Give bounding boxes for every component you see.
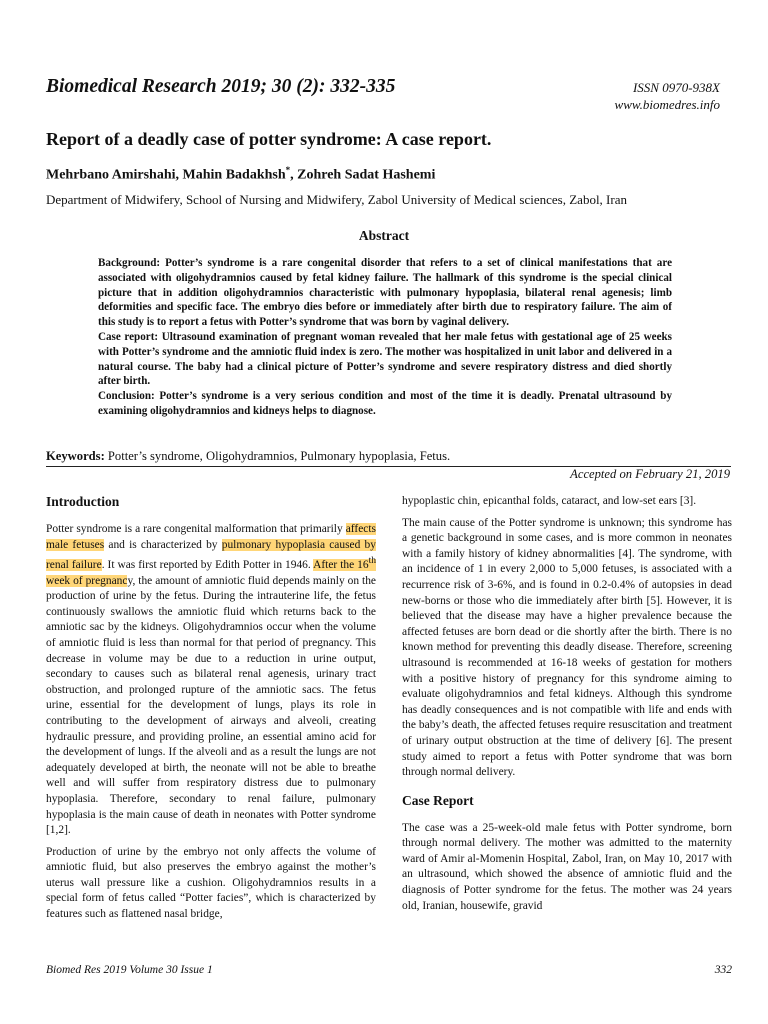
footer-citation: Biomed Res 2019 Volume 30 Issue 1 [46,964,213,976]
case-report-heading: Case Report [402,792,474,808]
highlight-after-16th-week: After the 16th week of pregnanc [46,555,377,587]
right-paragraph-1: hypoplastic chin, epicanthal folds, cataract, and low-set ears [3]. [402,495,697,507]
accepted-date: Accepted on February 21, 2019 [570,467,730,481]
abstract-conclusion: Conclusion: Potter’s syndrome is a very serious condition and most of the time it is deadly. Prenatal ultrasound by examining oligohydramnios and kidneys helps to diagnose. [98,390,672,417]
keywords-label: Keywords: [46,449,105,463]
keywords [46,449,450,464]
journal-website: www.biomedres.info [614,97,720,112]
author-names-2: , Zohreh Sadat Hashemi [290,167,436,183]
corresponding-author-mark: * [285,165,291,175]
author-list [46,165,435,184]
paper-title: Report of a deadly case of potter syndrome: A case report. [46,129,492,149]
issn: ISSN 0970-938X [632,80,720,95]
case-report-paragraph: The case was a 25-week-old male fetus with Potter syndrome, born through normal delivery. The mother was admitted to the maternity ward of Amir al-Momenin Hospital, Zabol, Iran, on May 10, 2017 with an ultrasound, which showed the absence of amniotic fluid and the diagnosis of Potter syndrome for the fetus. The mother was 24 years old, Iranian, housewife, gravid [402,821,732,912]
author-names-1: Mehrbano Amirshahi, Mahin Badakhsh [46,167,286,183]
abstract-case-report: Case report: Ultrasound examination of pregnant woman revealed that her male fetus with gestational age of 25 weeks with Potter’s syndrome and the amniotic fluid index is zero. The mother was hospitalized in unit labor and delivered in a natural course. The baby had a clinical picture of Potter’s syndrome and severe respiratory distress and died shortly after birth. [98,330,672,388]
left-column [46,494,376,929]
keywords-text: Potter’s syndrome, Oligohydramnios, Pulmonary hypoplasia, Fetus. [104,449,451,463]
introduction-paragraph-1: Potter syndrome is a rare congenital malformation that primarily affects male fetuses and is characterized by pulmonary hypoplasia caused by renal failure. It was first reported by Edith Potter in 1946. After the 16th week of pregnancy, the amount of amniotic fluid depends mainly on the production of urine by the fetus. During the intrauterine life, the fetus continuously swallows the amniotic fluid which returns back to the amniotic sac by the kidneys. Oligohydramnios occur when the volume of amniotic fluid is less than normal for that period of pregnancy. This decrease in volume may be due to a reduction in urine output, secondary to causes such as bilateral renal agenesis, urinary tract obstruction, and prolonged rupture of the amniotic sacs. The fetus urine, essential for the development of lungs, plays its role in contributing to the development of airways and alveoli, creating hydraulic pressure, and providing proline, an essential amino acid for the development of lungs. If the alveoli and as a result the lungs are not adequately developed at birth, the neonate will not be able to breathe well and will suffer from respiratory distress due to pulmonary hypoplasia. Therefore, secondary to renal failure, pulmonary hypoplasia is the main cause of death in neonates with Potter syndrome [1,2]. [46,523,377,837]
highlight-affects-male-fetuses: affects male fetuses [46,523,376,551]
right-paragraph-2: The main cause of the Potter syndrome is unknown; this syndrome has a genetic background in some cases, and is more common in neonates with a family history of kidney abnormalities [4]. The syndrome, with an incidence of 1 in every 2,000 to 5,000 fetuses, is associated with a recurrence risk of 3-6%, and is found in 0.2-0.4% of autopsies in dead new-borns or those who die immediately after birth [5]. However, it is believed that the disease may have a higher prevalence because the affected fetuses are born dead or die shortly after the birth. There is no known method for preventing this deadly disease. Therefore, screening ultrasound is recommended at 16-18 weeks of gestation for mothers with a positive history of pregnancy for this syndrome aiming to evaluate oligohydramnios and fetal kidneys. Although this syndrome has deadly consequences and is not compatible with life and ends with the baby’s death, the affected fetuses require resuscitation and treatment of urinary output obstruction at the time of delivery [6]. The present study aimed to report a fetus with Potter syndrome that was born through normal delivery. [402,516,732,779]
abstract-heading: Abstract [358,228,410,243]
introduction-heading: Introduction [46,494,120,509]
right-column [402,494,732,920]
introduction-paragraph-2: Production of urine by the embryo not only affects the volume of amniotic fluid, but also preserves the embryo against the mother’s uterus wall pressure like a cushion. Oligohydramnios results in a special form of fetus called “Potter facies”, which is characterized by features such as flattened nasal bridge, [46,845,376,921]
highlight-pulmonary-hypoplasia: pulmonary hypoplasia caused by renal failure [46,538,376,571]
abstract-background: Background: Potter’s syndrome is a rare congenital disorder that refers to a set of clinical manifestations that are associated with oligohydramnios caused by fetal kidney failure. The hallmark of this syndrome is the special clinical picture that in addition oligohydramnios characteristic with pulmonary hypoplasia, bilateral renal agenesis; limb deformities and specific face. The embryo dies before or immediately after birth due to respiratory failure. The aim of this study is to report a fetus with Potter’s syndrome that was born by vaginal delivery. [98,257,672,329]
journal-title: Biomedical Research 2019; 30 (2): 332-335 [46,76,396,97]
page-number: 332 [714,964,732,976]
affiliation: Department of Midwifery, School of Nursing and Midwifery, Zabol University of Medical sciences, Zabol, Iran [46,192,627,207]
abstract-body [98,256,672,419]
